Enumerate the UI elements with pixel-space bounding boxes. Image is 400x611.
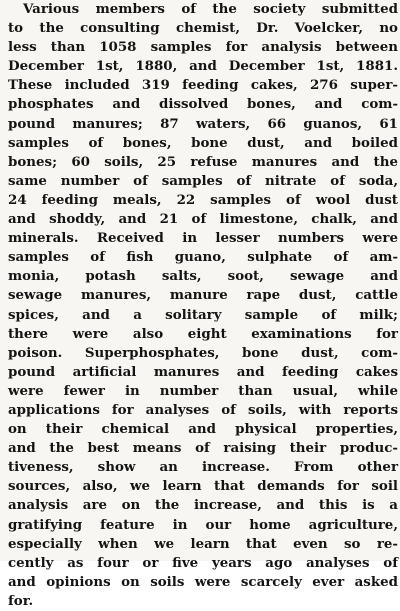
text-line: These included 319 feeding cakes, 276 super- [8,77,398,94]
text-line: on their chemical and physical properties, [8,421,398,438]
text-line: to the consulting chemist, Dr. Voelcker, no [8,20,398,37]
text-line: December 1st, 1880, and December 1st, 1881. [8,58,398,75]
text-line: and the best means of raising their produc- [8,440,398,457]
text-line: samples of bones, bone dust, and boiled [8,134,398,151]
text-line: sources, also, we learn that demands for soil [8,478,398,495]
text-line: were fewer in number than usual, while [8,382,398,399]
text-line: same number of samples of nitrate of soda, [8,172,398,189]
text-line: there were also eight examinations for [8,325,398,342]
text-line: Various members of the society submitted [23,1,398,17]
text-line: monia, potash salts, soot, sewage and [8,268,398,285]
text-line: cently as four or five years ago analyses of [8,554,398,571]
text-line: and opinions on soils were scarcely ever asked [8,573,398,590]
text-line: less than 1058 samples for analysis between [8,39,398,56]
text-line: phosphates and dissolved bones, and com- [8,96,398,113]
text-line: applications for analyses of soils, with reports [8,401,398,418]
text-line: and shoddy, and 21 of limestone, chalk, and [8,211,398,228]
text-line: spices, and a solitary sample of milk; [8,306,398,323]
text-line: bones; 60 soils, 25 refuse manures and the [8,153,398,170]
text-line: pound manures; 87 waters, 66 guanos, 61 [8,115,398,132]
article-text [8,0,398,611]
text-line: analysis are on the increase, and this is a [8,497,398,514]
text-line: gratifying feature in our home agriculture, [8,516,398,533]
text-line: samples of fish guano, sulphate of am- [8,249,398,266]
text-line: poison. Superphosphates, bone dust, com- [8,344,398,361]
text-line: minerals. Received in lesser numbers were [8,230,398,247]
text-line: 24 feeding meals, 22 samples of wool dust [8,191,398,208]
text-line: tiveness, show an increase. From other [8,459,398,476]
text-line: pound artificial manures and feeding cakes [8,363,398,380]
text-line: for. [8,592,34,609]
text-line: sewage manures, manure rape dust, cattle [8,287,398,304]
text-line: especially when we learn that even so re- [8,535,398,552]
